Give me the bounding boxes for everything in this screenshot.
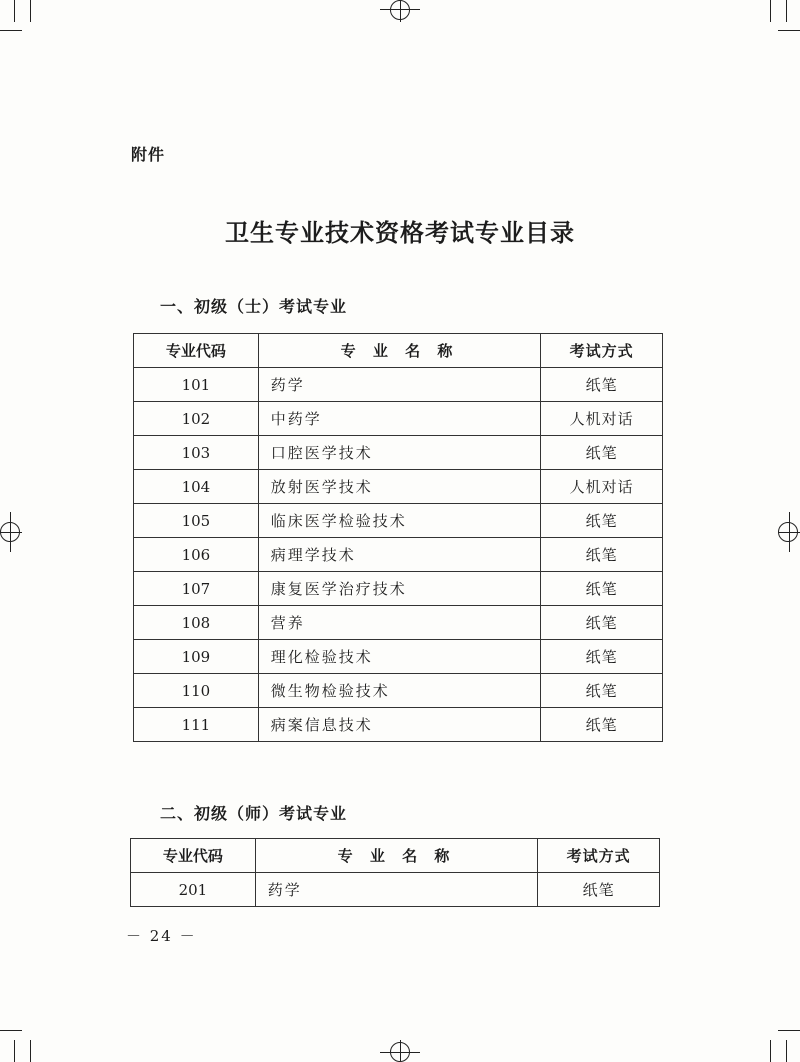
method-cell: 纸笔	[541, 368, 663, 402]
name-cell: 放射医学技术	[258, 470, 540, 504]
code-cell: 108	[134, 606, 259, 640]
table-row	[134, 436, 663, 470]
method-cell: 纸笔	[541, 538, 663, 572]
table-row	[134, 572, 663, 606]
code-cell: 106	[134, 538, 259, 572]
header-code: 专业代码	[134, 334, 259, 368]
method-cell: 纸笔	[541, 708, 663, 742]
name-cell: 病案信息技术	[258, 708, 540, 742]
table-row	[134, 708, 663, 742]
method-cell: 纸笔	[541, 504, 663, 538]
section-heading-primary-shi: 一、初级（士）考试专业	[160, 297, 348, 316]
table-row	[134, 538, 663, 572]
table-primary-shi	[133, 333, 663, 742]
table-primary-shi-teacher	[130, 838, 660, 907]
method-cell: 人机对话	[541, 402, 663, 436]
name-cell: 康复医学治疗技术	[258, 572, 540, 606]
method-cell: 纸笔	[541, 436, 663, 470]
table-row	[134, 402, 663, 436]
name-cell: 药学	[258, 368, 540, 402]
name-cell: 病理学技术	[258, 538, 540, 572]
name-cell: 营养	[258, 606, 540, 640]
code-cell: 107	[134, 572, 259, 606]
code-cell: 105	[134, 504, 259, 538]
table-row	[134, 470, 663, 504]
method-cell: 纸笔	[538, 873, 660, 907]
table-row	[131, 873, 660, 907]
table-row	[134, 606, 663, 640]
page-title: 卫生专业技术资格考试专业目录	[225, 218, 575, 247]
header-code: 专业代码	[131, 839, 256, 873]
section-heading-primary-shi-teacher: 二、初级（师）考试专业	[160, 804, 348, 823]
code-cell: 102	[134, 402, 259, 436]
code-cell: 111	[134, 708, 259, 742]
table-header-row	[134, 334, 663, 368]
code-cell: 110	[134, 674, 259, 708]
name-cell: 微生物检验技术	[258, 674, 540, 708]
page-number: － 24 －	[126, 927, 197, 945]
method-cell: 纸笔	[541, 640, 663, 674]
table-row	[134, 368, 663, 402]
header-name: 专 业 名 称	[258, 334, 540, 368]
name-cell: 临床医学检验技术	[258, 504, 540, 538]
header-method: 考试方式	[541, 334, 663, 368]
name-cell: 中药学	[258, 402, 540, 436]
code-cell: 201	[131, 873, 256, 907]
name-cell: 口腔医学技术	[258, 436, 540, 470]
code-cell: 109	[134, 640, 259, 674]
header-name: 专 业 名 称	[255, 839, 537, 873]
table-row	[134, 640, 663, 674]
code-cell: 101	[134, 368, 259, 402]
method-cell: 纸笔	[541, 674, 663, 708]
header-method: 考试方式	[538, 839, 660, 873]
attachment-label: 附件	[131, 145, 166, 164]
method-cell: 纸笔	[541, 572, 663, 606]
method-cell: 人机对话	[541, 470, 663, 504]
name-cell: 理化检验技术	[258, 640, 540, 674]
table-row	[134, 674, 663, 708]
name-cell: 药学	[255, 873, 537, 907]
code-cell: 104	[134, 470, 259, 504]
method-cell: 纸笔	[541, 606, 663, 640]
code-cell: 103	[134, 436, 259, 470]
table-row	[134, 504, 663, 538]
table-header-row	[131, 839, 660, 873]
